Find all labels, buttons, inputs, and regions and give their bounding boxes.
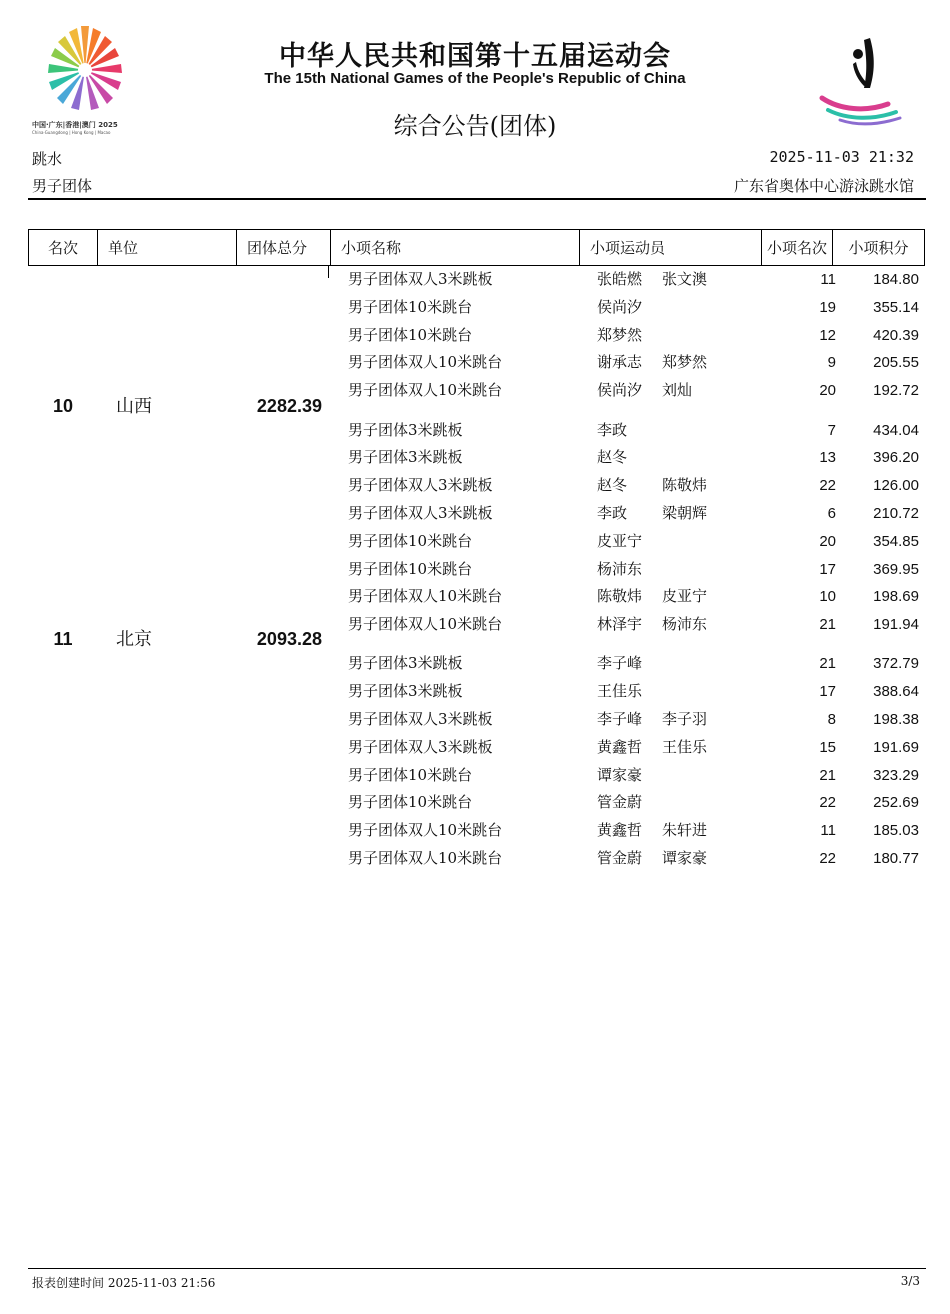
athlete-cell: 黄鑫哲 bbox=[597, 821, 643, 840]
logo-caption: 中国·广东|香港|澳门 2025 bbox=[32, 121, 118, 129]
event-rank-cell: 22 bbox=[819, 850, 836, 867]
venue-name: 广东省奥体中心游泳跳水馆 bbox=[733, 177, 914, 195]
event-name-cell: 男子团体3米跳板 bbox=[348, 420, 463, 439]
event-name: 男子团体 bbox=[32, 177, 93, 195]
event-name-cell: 男子团体双人3米跳板 bbox=[348, 710, 493, 728]
event-points-cell: 198.38 bbox=[873, 711, 919, 728]
table-row bbox=[28, 472, 925, 499]
event-name-cell: 男子团体3米跳板 bbox=[348, 682, 463, 701]
event-name-cell: 男子团体双人10米跳台 bbox=[348, 615, 503, 634]
col-event-points: 小项积分 bbox=[833, 230, 925, 266]
athlete-cell: 张皓燃 bbox=[597, 270, 643, 288]
team-rank: 11 bbox=[53, 629, 73, 650]
event-points-cell: 388.64 bbox=[873, 683, 919, 701]
event-points-cell: 396.20 bbox=[873, 449, 919, 467]
event-points-cell: 252.69 bbox=[873, 794, 919, 812]
event-points-cell: 191.94 bbox=[873, 616, 919, 634]
athlete-cell: 杨沛东 bbox=[597, 559, 643, 578]
athlete-cell: 赵冬 bbox=[597, 476, 628, 495]
athlete-cell: 谢承志 bbox=[597, 353, 643, 372]
athlete-cell: 张文澳 bbox=[662, 270, 708, 288]
event-name-cell: 男子团体10米跳台 bbox=[348, 531, 473, 550]
event-points-cell: 198.69 bbox=[873, 588, 919, 606]
event-name-cell: 男子团体双人10米跳台 bbox=[348, 381, 503, 400]
report-subtitle: 综合公告(团体) bbox=[393, 112, 557, 140]
team-summary-row bbox=[28, 393, 925, 420]
event-rank-cell: 6 bbox=[827, 504, 836, 522]
event-rank-cell: 12 bbox=[819, 326, 836, 344]
event-rank-cell: 21 bbox=[819, 766, 836, 784]
event-points-cell: 354.85 bbox=[873, 532, 919, 550]
team-rank: 10 bbox=[52, 395, 74, 416]
event-rank-cell: 21 bbox=[819, 655, 836, 673]
event-points-cell: 191.69 bbox=[873, 738, 919, 756]
event-points-cell: 205.55 bbox=[873, 354, 919, 372]
footer-divider bbox=[28, 1268, 926, 1269]
col-athletes: 小项运动员 bbox=[580, 230, 762, 266]
athlete-cell: 杨沛东 bbox=[662, 615, 708, 634]
event-points-cell: 323.29 bbox=[873, 766, 919, 784]
athlete-cell: 皮亚宁 bbox=[597, 531, 643, 550]
table-row bbox=[28, 266, 925, 293]
table-row bbox=[28, 650, 925, 677]
report-created-time: 报表创建时间 2025-11-03 21:56 bbox=[32, 1276, 216, 1290]
team-unit: 山西 bbox=[116, 395, 152, 417]
event-rank-cell: 8 bbox=[827, 711, 836, 728]
event-points-cell: 192.72 bbox=[873, 382, 919, 400]
athlete-cell: 朱轩进 bbox=[662, 821, 708, 840]
results-table-header bbox=[28, 229, 925, 266]
event-points-cell: 369.95 bbox=[873, 560, 919, 578]
col-unit: 单位 bbox=[98, 230, 237, 266]
athlete-cell: 梁朝辉 bbox=[662, 503, 708, 522]
event-name-cell: 男子团体双人10米跳台 bbox=[348, 821, 503, 840]
event-rank-cell: 7 bbox=[827, 421, 836, 439]
event-name-cell: 男子团体双人10米跳台 bbox=[348, 849, 503, 867]
table-row bbox=[28, 417, 925, 444]
table-row bbox=[28, 817, 925, 844]
event-name-cell: 男子团体10米跳台 bbox=[348, 559, 473, 578]
table-row bbox=[28, 322, 925, 349]
event-rank-cell: 22 bbox=[819, 477, 836, 495]
event-rank-cell: 20 bbox=[819, 532, 836, 550]
event-rank-cell: 17 bbox=[819, 683, 836, 701]
event-name-cell: 男子团体10米跳台 bbox=[348, 793, 473, 812]
team-total: 2093.28 bbox=[256, 629, 322, 650]
table-row bbox=[28, 734, 925, 761]
event-rank-cell: 17 bbox=[819, 560, 836, 578]
event-points-cell: 420.39 bbox=[873, 326, 919, 344]
athlete-cell: 王佳乐 bbox=[597, 682, 643, 701]
event-name-cell: 男子团体双人3米跳板 bbox=[348, 270, 493, 288]
athlete-cell: 谭家豪 bbox=[597, 765, 643, 784]
athlete-cell: 李子羽 bbox=[662, 710, 708, 728]
table-row bbox=[28, 789, 925, 816]
table-row bbox=[28, 706, 925, 733]
athlete-cell: 林泽宇 bbox=[597, 615, 643, 634]
event-points-cell: 355.14 bbox=[873, 298, 919, 316]
event-name-cell: 男子团体10米跳台 bbox=[348, 765, 473, 784]
table-row bbox=[28, 678, 925, 705]
event-points-cell: 185.03 bbox=[873, 822, 919, 840]
team-summary-row bbox=[28, 626, 925, 653]
col-event: 小项名称 bbox=[331, 230, 580, 266]
event-name-cell: 男子团体双人10米跳台 bbox=[348, 353, 503, 372]
sport-name: 跳水 bbox=[32, 150, 63, 168]
event-name-cell: 男子团体3米跳板 bbox=[348, 448, 463, 467]
event-points-cell: 372.79 bbox=[873, 655, 919, 673]
event-name-cell: 男子团体双人3米跳板 bbox=[348, 737, 493, 756]
event-rank-cell: 13 bbox=[819, 449, 836, 467]
athlete-cell: 郑梦然 bbox=[597, 325, 643, 344]
event-rank-cell: 11 bbox=[820, 822, 836, 840]
event-name-cell: 男子团体双人3米跳板 bbox=[348, 503, 493, 522]
athlete-cell: 侯尚汐 bbox=[597, 297, 643, 316]
table-row bbox=[28, 294, 925, 321]
col-rank: 名次 bbox=[29, 230, 98, 266]
report-datetime: 2025-11-03 21:32 bbox=[769, 148, 914, 166]
logo-subcaption: China·Guangdong | Hong Kong | Macao bbox=[32, 130, 111, 135]
event-rank-cell: 21 bbox=[819, 616, 836, 634]
athlete-cell: 皮亚宁 bbox=[662, 587, 708, 606]
athlete-cell: 李子峰 bbox=[597, 710, 643, 728]
games-title-en: The 15th National Games of the People's Republic of China bbox=[264, 70, 686, 87]
athlete-cell: 侯尚汐 bbox=[597, 381, 643, 400]
table-row bbox=[28, 583, 925, 610]
event-rank-cell: 19 bbox=[819, 298, 836, 316]
table-row bbox=[28, 500, 925, 527]
event-points-cell: 434.04 bbox=[873, 421, 919, 439]
event-name-cell: 男子团体10米跳台 bbox=[348, 297, 473, 316]
athlete-cell: 李子峰 bbox=[597, 654, 643, 673]
event-rank-cell: 11 bbox=[820, 271, 836, 288]
table-row bbox=[28, 762, 925, 789]
athlete-cell: 管金蔚 bbox=[597, 849, 643, 867]
header-divider bbox=[28, 198, 926, 200]
event-name-cell: 男子团体3米跳板 bbox=[348, 654, 463, 673]
event-rank-cell: 15 bbox=[819, 738, 836, 756]
page-number: 3/3 bbox=[900, 1274, 920, 1288]
event-name-cell: 男子团体双人10米跳台 bbox=[348, 587, 503, 606]
table-row bbox=[28, 556, 925, 583]
athlete-cell: 郑梦然 bbox=[662, 353, 708, 372]
athlete-cell: 黄鑫哲 bbox=[597, 737, 643, 756]
athlete-cell: 王佳乐 bbox=[662, 737, 708, 756]
event-points-cell: 184.80 bbox=[873, 271, 919, 288]
table-row bbox=[28, 349, 925, 376]
event-rank-cell: 20 bbox=[819, 382, 836, 400]
table-row bbox=[28, 845, 925, 872]
event-points-cell: 180.77 bbox=[873, 850, 919, 867]
athlete-cell: 赵冬 bbox=[597, 448, 628, 467]
games-title-cn: 中华人民共和国第十五届运动会 bbox=[279, 41, 671, 72]
athlete-cell: 陈敬炜 bbox=[662, 476, 708, 495]
table-row bbox=[28, 444, 925, 471]
event-points-cell: 210.72 bbox=[873, 504, 919, 522]
athlete-cell: 管金蔚 bbox=[597, 793, 643, 812]
athlete-cell: 李政 bbox=[597, 420, 628, 439]
athlete-cell: 李政 bbox=[597, 503, 628, 522]
event-name-cell: 男子团体10米跳台 bbox=[348, 325, 473, 344]
event-name-cell: 男子团体双人3米跳板 bbox=[348, 476, 493, 495]
athlete-cell: 陈敬炜 bbox=[597, 587, 643, 606]
team-total: 2282.39 bbox=[256, 395, 322, 416]
col-event-rank: 小项名次 bbox=[762, 230, 833, 266]
col-total: 团体总分 bbox=[237, 230, 331, 266]
athlete-cell: 刘灿 bbox=[662, 381, 693, 400]
event-rank-cell: 22 bbox=[819, 794, 836, 812]
event-points-cell: 126.00 bbox=[873, 477, 919, 495]
team-unit: 北京 bbox=[116, 629, 152, 651]
table-row bbox=[28, 528, 925, 555]
event-rank-cell: 10 bbox=[819, 588, 836, 606]
athlete-cell: 谭家豪 bbox=[662, 849, 708, 867]
event-rank-cell: 9 bbox=[827, 354, 836, 372]
